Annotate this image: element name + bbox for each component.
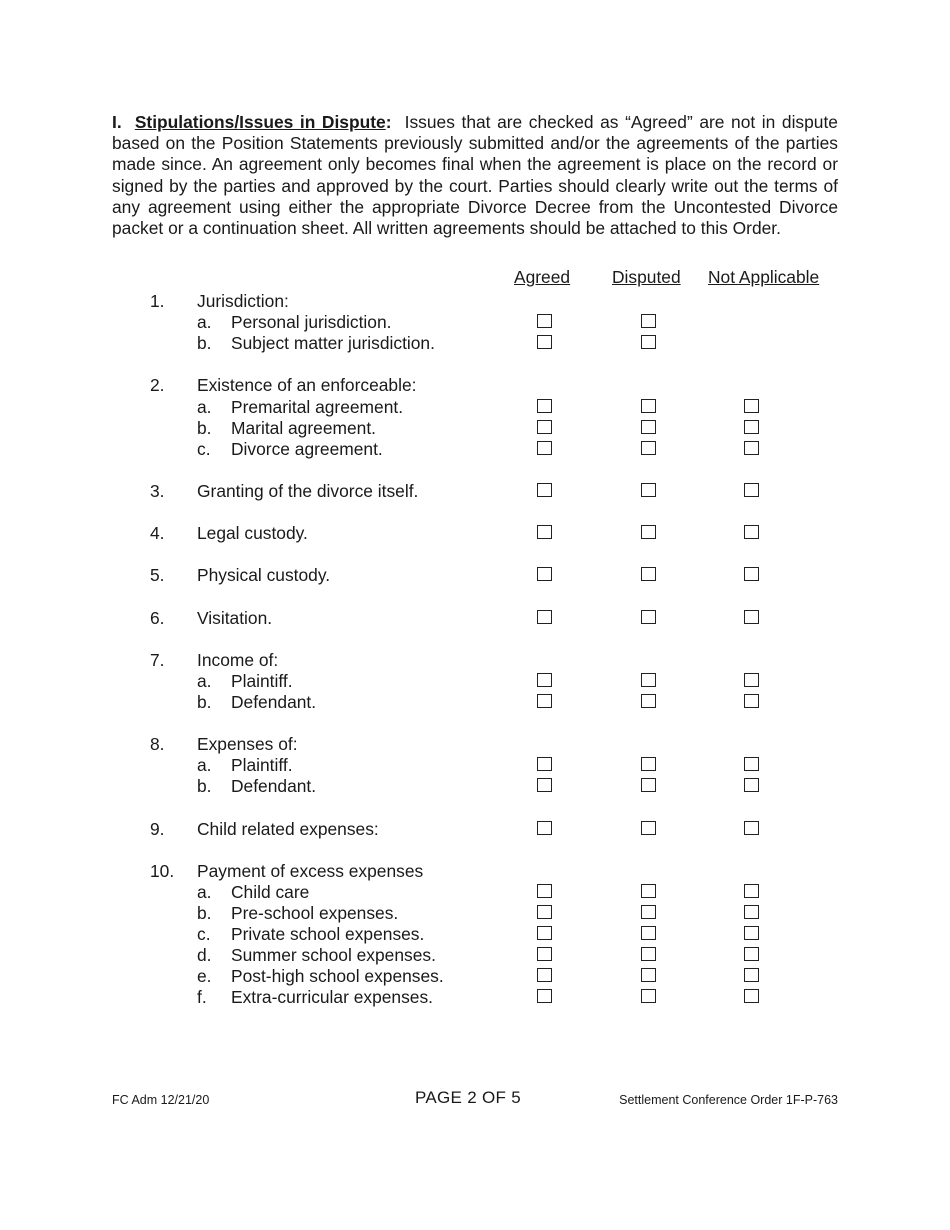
item-2-sub-b-not-applicable-checkbox[interactable] (744, 420, 759, 434)
item-9-number: 9. (150, 818, 165, 839)
item-10-sub-d-disputed-checkbox[interactable] (641, 947, 656, 961)
item-10-title: Payment of excess expenses (197, 860, 424, 881)
item-2-sub-a-disputed-checkbox[interactable] (641, 399, 656, 413)
item-7-title: Income of: (197, 649, 279, 670)
item-1-sub-b-disputed-checkbox[interactable] (641, 335, 656, 349)
item-9-not-applicable-checkbox[interactable] (744, 821, 759, 835)
item-8-sub-a-not-applicable-checkbox[interactable] (744, 757, 759, 771)
item-2-sub-c-agreed-checkbox[interactable] (537, 441, 552, 455)
intro-paragraph: I. Stipulations/Issues in Dispute: Issues that are checked as “Agreed” are not in dispute based on the Position Statements previously submitted and/or the agreements of the parties made since. An agreement only becomes final when the agreement is place on the record or signed by the parties and approved by the court. Parties should clearly write out the terms of any agreement using either the appropriate Divorce Decree from the Uncontested Divorce packet or a continuation sheet. All written agreements should be attached to this Order. (112, 112, 838, 239)
item-7-sub-letter: a. (197, 670, 212, 691)
item-2-title: Existence of an enforceable: (197, 375, 417, 396)
item-6-title: Visitation. (197, 607, 273, 628)
item-10-sub-e-agreed-checkbox[interactable] (537, 968, 552, 982)
item-10-sub-letter: f. (197, 987, 207, 1008)
item-1-sub-letter: b. (197, 333, 212, 354)
item-10-sub-a-agreed-checkbox[interactable] (537, 884, 552, 898)
item-5-disputed-checkbox[interactable] (641, 567, 656, 581)
item-10-sub-label: Extra-curricular expenses. (231, 987, 433, 1008)
item-7-sub-b-agreed-checkbox[interactable] (537, 694, 552, 708)
form-revision: FC Adm 12/21/20 (112, 1093, 210, 1107)
item-4-disputed-checkbox[interactable] (641, 525, 656, 539)
item-10-sub-e-disputed-checkbox[interactable] (641, 968, 656, 982)
item-8-sub-b-not-applicable-checkbox[interactable] (744, 778, 759, 792)
item-2-sub-label: Premarital agreement. (231, 396, 404, 417)
item-2-sub-c-disputed-checkbox[interactable] (641, 441, 656, 455)
item-8-sub-b-agreed-checkbox[interactable] (537, 778, 552, 792)
item-10-sub-f-agreed-checkbox[interactable] (537, 989, 552, 1003)
item-6-not-applicable-checkbox[interactable] (744, 610, 759, 624)
item-7-sub-a-disputed-checkbox[interactable] (641, 673, 656, 687)
item-5-not-applicable-checkbox[interactable] (744, 567, 759, 581)
item-7-sub-label: Plaintiff. (231, 670, 293, 691)
item-10-sub-b-agreed-checkbox[interactable] (537, 905, 552, 919)
item-6-agreed-checkbox[interactable] (537, 610, 552, 624)
item-3-number: 3. (150, 480, 165, 501)
item-6-disputed-checkbox[interactable] (641, 610, 656, 624)
item-10-sub-e-not-applicable-checkbox[interactable] (744, 968, 759, 982)
item-2-sub-a-agreed-checkbox[interactable] (537, 399, 552, 413)
item-8-sub-letter: a. (197, 755, 212, 776)
form-title: Settlement Conference Order 1F-P-763 (619, 1093, 838, 1107)
item-3-disputed-checkbox[interactable] (641, 483, 656, 497)
item-10-sub-label: Summer school expenses. (231, 945, 436, 966)
intro-text: Issues that are checked as “Agreed” are not in dispute based on the Position Statements previously submitted and/or the agreements of the parties made since. An agreement only becomes final when the agreement is place on the record or signed by the parties and approved by the court. Parties should clearly write out the terms of any agreement using either the appropriate Divorce Decree from the Uncontested Divorce packet or a continuation sheet. All written agreements should be attached to this Order. (112, 112, 838, 239)
item-4-not-applicable-checkbox[interactable] (744, 525, 759, 539)
item-5-agreed-checkbox[interactable] (537, 567, 552, 581)
item-10-sub-f-not-applicable-checkbox[interactable] (744, 989, 759, 1003)
item-4-agreed-checkbox[interactable] (537, 525, 552, 539)
item-9-agreed-checkbox[interactable] (537, 821, 552, 835)
item-1-number: 1. (150, 291, 165, 311)
item-10-sub-letter: b. (197, 902, 212, 923)
item-2-sub-letter: c. (197, 438, 211, 459)
item-7-sub-letter: b. (197, 691, 212, 712)
column-header-not-applicable: Not Applicable (708, 267, 820, 287)
item-8-sub-b-disputed-checkbox[interactable] (641, 778, 656, 792)
item-1-sub-a-agreed-checkbox[interactable] (537, 314, 552, 328)
section-number: I. (112, 112, 122, 132)
item-10-sub-label: Post-high school expenses. (231, 966, 444, 987)
item-2-sub-b-disputed-checkbox[interactable] (641, 420, 656, 434)
item-4-title: Legal custody. (197, 523, 308, 544)
item-10-sub-letter: c. (197, 924, 211, 944)
item-1-sub-b-agreed-checkbox[interactable] (537, 335, 552, 349)
item-7-sub-a-not-applicable-checkbox[interactable] (744, 673, 759, 687)
item-2-sub-c-not-applicable-checkbox[interactable] (744, 441, 759, 455)
item-5-title: Physical custody. (197, 565, 331, 586)
item-7-number: 7. (150, 649, 165, 670)
item-10-sub-letter: a. (197, 881, 212, 902)
item-7-sub-b-not-applicable-checkbox[interactable] (744, 694, 759, 708)
item-10-number: 10. (150, 860, 175, 881)
item-3-title: Granting of the divorce itself. (197, 480, 419, 501)
item-10-sub-f-disputed-checkbox[interactable] (641, 989, 656, 1003)
item-9-disputed-checkbox[interactable] (641, 821, 656, 835)
item-10-sub-d-not-applicable-checkbox[interactable] (744, 947, 759, 961)
item-1-sub-label: Personal jurisdiction. (231, 312, 392, 333)
item-10-sub-label: Pre-school expenses. (231, 902, 399, 923)
item-9-title: Child related expenses: (197, 818, 379, 839)
item-7-sub-label: Defendant. (231, 691, 317, 712)
section-heading: Stipulations/Issues in Dispute (134, 112, 386, 132)
item-1-title: Jurisdiction: (197, 291, 289, 311)
item-10-sub-letter: d. (197, 945, 212, 966)
item-2-number: 2. (150, 375, 165, 396)
item-3-agreed-checkbox[interactable] (537, 483, 552, 497)
item-10-sub-d-agreed-checkbox[interactable] (537, 947, 552, 961)
item-2-sub-letter: b. (197, 417, 212, 438)
item-2-sub-letter: a. (197, 396, 212, 417)
item-2-sub-label: Marital agreement. (231, 417, 376, 438)
item-8-sub-label: Plaintiff. (231, 755, 293, 776)
item-10-sub-c-not-applicable-checkbox[interactable] (744, 926, 759, 940)
item-7-sub-b-disputed-checkbox[interactable] (641, 694, 656, 708)
item-8-sub-label: Defendant. (231, 776, 317, 797)
item-10-sub-a-disputed-checkbox[interactable] (641, 884, 656, 898)
item-1-sub-letter: a. (197, 312, 212, 333)
item-2-sub-b-agreed-checkbox[interactable] (537, 420, 552, 434)
item-10-sub-c-agreed-checkbox[interactable] (537, 926, 552, 940)
column-header-disputed: Disputed (612, 267, 681, 287)
item-10-sub-b-disputed-checkbox[interactable] (641, 905, 656, 919)
item-10-sub-label: Private school expenses. (231, 924, 425, 944)
item-8-number: 8. (150, 734, 165, 755)
item-6-number: 6. (150, 607, 165, 628)
item-4-number: 4. (150, 523, 165, 544)
item-8-sub-letter: b. (197, 776, 212, 797)
item-8-title: Expenses of: (197, 734, 298, 755)
item-1-sub-a-disputed-checkbox[interactable] (641, 314, 656, 328)
item-7-sub-a-agreed-checkbox[interactable] (537, 673, 552, 687)
item-8-sub-a-agreed-checkbox[interactable] (537, 757, 552, 771)
column-header-agreed: Agreed (514, 267, 571, 287)
item-1-sub-label: Subject matter jurisdiction. (231, 333, 435, 354)
item-10-sub-letter: e. (197, 966, 212, 987)
item-2-sub-a-not-applicable-checkbox[interactable] (744, 399, 759, 413)
item-8-sub-a-disputed-checkbox[interactable] (641, 757, 656, 771)
item-2-sub-label: Divorce agreement. (231, 438, 383, 459)
item-3-not-applicable-checkbox[interactable] (744, 483, 759, 497)
item-10-sub-a-not-applicable-checkbox[interactable] (744, 884, 759, 898)
page-number: PAGE 2 OF 5 (415, 1088, 521, 1107)
item-5-number: 5. (150, 565, 165, 586)
item-10-sub-label: Child care (231, 881, 310, 902)
item-10-sub-b-not-applicable-checkbox[interactable] (744, 905, 759, 919)
item-10-sub-c-disputed-checkbox[interactable] (641, 926, 656, 940)
